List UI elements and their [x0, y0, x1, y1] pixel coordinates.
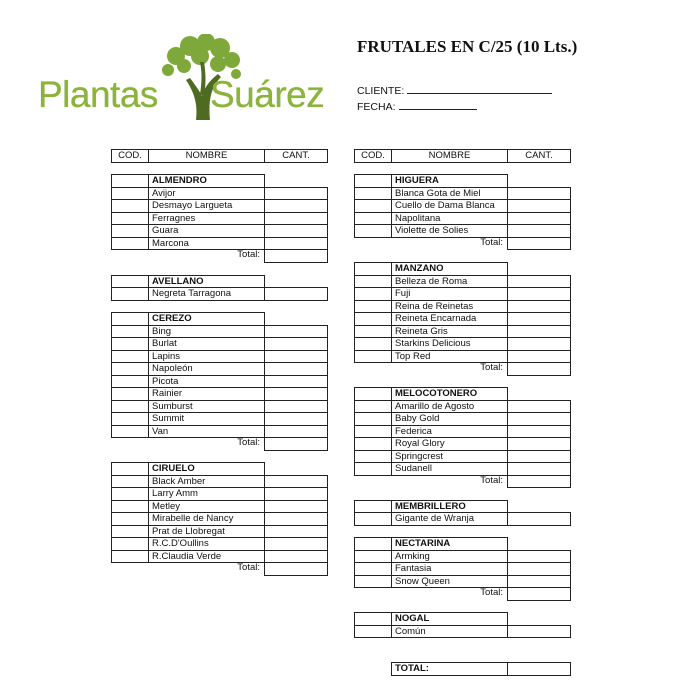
header-cod: COD. — [354, 149, 392, 163]
quantity-cell[interactable] — [264, 325, 328, 339]
code-cell[interactable] — [354, 187, 392, 201]
quantity-cell[interactable] — [507, 212, 571, 226]
logo-wordmark — [38, 74, 325, 116]
product-name: Armking — [391, 550, 508, 564]
code-cell[interactable] — [111, 475, 149, 489]
quantity-cell[interactable] — [264, 525, 328, 539]
company-logo — [38, 34, 328, 124]
group-total-cell[interactable] — [507, 475, 571, 489]
code-cell[interactable] — [354, 550, 392, 564]
header-cant: CANT. — [264, 149, 328, 163]
total-label: Total: — [480, 362, 503, 373]
quantity-cell[interactable] — [507, 325, 571, 339]
quantity-cell[interactable] — [264, 487, 328, 501]
code-cell[interactable] — [354, 462, 392, 476]
total-label: Total: — [237, 249, 260, 260]
group-title-cerezo: CEREZO — [148, 312, 265, 326]
product-name: Desmayo Largueta — [148, 199, 265, 213]
quantity-cell[interactable] — [507, 350, 571, 364]
product-name: Avijor — [148, 187, 265, 201]
code-cell[interactable] — [354, 537, 392, 551]
code-cell[interactable] — [111, 312, 149, 326]
product-name: Top Red — [391, 350, 508, 364]
group-title-ciruelo: CIRUELO — [148, 462, 265, 476]
quantity-cell[interactable] — [507, 450, 571, 464]
total-label: Total: — [237, 562, 260, 573]
code-cell[interactable] — [354, 287, 392, 301]
quantity-cell[interactable] — [507, 437, 571, 451]
code-cell[interactable] — [111, 462, 149, 476]
product-name: Amarillo de Agosto — [391, 400, 508, 414]
code-cell[interactable] — [354, 325, 392, 339]
code-cell[interactable] — [354, 312, 392, 326]
product-name: Ferragnes — [148, 212, 265, 226]
product-name: Sudanell — [391, 462, 508, 476]
code-cell[interactable] — [111, 212, 149, 226]
group-title-nectarina: NECTARINA — [391, 537, 508, 551]
code-cell[interactable] — [111, 487, 149, 501]
total-label: Total: — [480, 474, 503, 486]
fecha-label: FECHA: — [357, 101, 396, 113]
product-name: Fantasia — [391, 562, 508, 576]
code-cell[interactable] — [111, 287, 149, 301]
quantity-cell[interactable] — [507, 512, 571, 526]
product-name: Metley — [148, 500, 265, 514]
product-name: Negreta Tarragona — [148, 287, 265, 301]
logo-word-suarez: Suárez — [210, 74, 325, 115]
product-name: Napolitana — [391, 212, 508, 226]
quantity-cell[interactable] — [507, 625, 571, 639]
quantity-cell[interactable] — [507, 275, 571, 289]
quantity-cell[interactable] — [264, 475, 328, 489]
quantity-cell[interactable] — [507, 575, 571, 589]
header-cod: COD. — [111, 149, 149, 163]
code-cell[interactable] — [354, 212, 392, 226]
quantity-cell[interactable] — [264, 199, 328, 213]
grand-total-label: TOTAL: — [391, 662, 508, 676]
quantity-cell[interactable] — [264, 212, 328, 226]
product-name: Snow Queen — [391, 575, 508, 589]
quantity-cell[interactable] — [507, 412, 571, 426]
code-cell[interactable] — [111, 362, 149, 376]
quantity-cell[interactable] — [264, 362, 328, 376]
code-cell[interactable] — [111, 550, 149, 564]
product-name: Gigante de Wranja — [391, 512, 508, 526]
code-cell[interactable] — [111, 375, 149, 389]
quantity-cell[interactable] — [507, 287, 571, 301]
quantity-cell[interactable] — [264, 187, 328, 201]
product-name: Belleza de Roma — [391, 275, 508, 289]
group-total-cell[interactable] — [264, 562, 328, 576]
product-name: Burlat — [148, 337, 265, 351]
code-cell[interactable] — [354, 224, 392, 238]
product-name: Bing — [148, 325, 265, 339]
code-cell[interactable] — [354, 500, 392, 514]
quantity-cell[interactable] — [507, 550, 571, 564]
product-name: Blanca Gota de Miel — [391, 187, 508, 201]
group-title-manzano: MANZANO — [391, 262, 508, 276]
quantity-cell[interactable] — [264, 224, 328, 238]
page-title: FRUTALES EN C/25 (10 Lts.) — [357, 37, 578, 56]
quantity-cell[interactable] — [507, 337, 571, 351]
code-cell[interactable] — [354, 625, 392, 639]
code-cell[interactable] — [354, 387, 392, 401]
header-nombre: NOMBRE — [148, 149, 265, 163]
header-cant: CANT. — [507, 149, 571, 163]
product-name: Común — [391, 625, 508, 639]
product-name: Napoleón — [148, 362, 265, 376]
quantity-cell[interactable] — [264, 537, 328, 551]
total-label: Total: — [480, 236, 503, 248]
code-cell[interactable] — [354, 400, 392, 414]
product-name: Guara — [148, 224, 265, 238]
product-name: Rainier — [148, 387, 265, 401]
code-cell[interactable] — [354, 512, 392, 526]
code-cell[interactable] — [111, 425, 149, 439]
code-cell[interactable] — [111, 237, 149, 251]
code-cell[interactable] — [354, 450, 392, 464]
code-cell[interactable] — [354, 612, 392, 626]
code-cell[interactable] — [111, 325, 149, 339]
product-name: Lapins — [148, 350, 265, 364]
group-title-avellano: AVELLANO — [148, 275, 265, 289]
quantity-cell[interactable] — [264, 400, 328, 414]
product-name: Baby Gold — [391, 412, 508, 426]
quantity-cell[interactable] — [507, 187, 571, 201]
product-name: Summit — [148, 412, 265, 426]
quantity-cell[interactable] — [264, 412, 328, 426]
code-cell[interactable] — [354, 412, 392, 426]
code-cell[interactable] — [111, 387, 149, 401]
product-name: Cuello de Dama Blanca — [391, 199, 508, 213]
code-cell[interactable] — [354, 337, 392, 351]
quantity-cell[interactable] — [264, 550, 328, 564]
quantity-cell[interactable] — [264, 337, 328, 351]
group-total-cell[interactable] — [264, 437, 328, 451]
code-cell[interactable] — [111, 512, 149, 526]
product-name: Fuji — [391, 287, 508, 301]
code-cell[interactable] — [111, 537, 149, 551]
product-name: Marcona — [148, 237, 265, 251]
group-title-melocotonero: MELOCOTONERO — [391, 387, 508, 401]
product-name: R.Claudia Verde — [148, 550, 265, 564]
group-total-cell[interactable] — [507, 237, 571, 251]
product-name: Black Amber — [148, 475, 265, 489]
product-name: Royal Glory — [391, 437, 508, 451]
group-total-cell[interactable] — [264, 249, 328, 263]
quantity-cell[interactable] — [264, 350, 328, 364]
product-name: Reineta Gris — [391, 325, 508, 339]
quantity-cell[interactable] — [264, 425, 328, 439]
fecha-field[interactable] — [357, 100, 477, 113]
product-name: Springcrest — [391, 450, 508, 464]
product-name: Larry Amm — [148, 487, 265, 501]
code-cell[interactable] — [354, 350, 392, 364]
code-cell[interactable] — [111, 337, 149, 351]
logo-word-plantas: Plantas — [38, 74, 158, 115]
product-name: Reina de Reinetas — [391, 300, 508, 314]
fecha-line[interactable] — [399, 100, 477, 110]
group-title-almendro: ALMENDRO — [148, 174, 265, 188]
code-cell[interactable] — [111, 350, 149, 364]
quantity-cell[interactable] — [264, 387, 328, 401]
group-total-cell[interactable] — [507, 587, 571, 601]
product-name: Sumburst — [148, 400, 265, 414]
product-name: Prat de Llobregat — [148, 525, 265, 539]
code-cell[interactable] — [354, 575, 392, 589]
code-cell[interactable] — [354, 300, 392, 314]
code-cell[interactable] — [111, 412, 149, 426]
product-name: Reineta Encarnada — [391, 312, 508, 326]
code-cell[interactable] — [111, 500, 149, 514]
group-title-nogal: NOGAL — [391, 612, 508, 626]
quantity-cell[interactable] — [507, 312, 571, 326]
quantity-cell[interactable] — [507, 400, 571, 414]
group-title-higuera: HIGUERA — [391, 174, 508, 188]
code-cell[interactable] — [354, 199, 392, 213]
product-name: Mirabelle de Nancy — [148, 512, 265, 526]
code-cell[interactable] — [354, 262, 392, 276]
quantity-cell[interactable] — [507, 199, 571, 213]
quantity-cell[interactable] — [264, 237, 328, 251]
code-cell[interactable] — [354, 275, 392, 289]
group-total-cell[interactable] — [507, 362, 571, 376]
code-cell[interactable] — [111, 525, 149, 539]
product-name: Starkins Delicious — [391, 337, 508, 351]
product-name: Violette de Solies — [391, 224, 508, 238]
code-cell[interactable] — [354, 174, 392, 188]
product-name: Federica — [391, 425, 508, 439]
grand-total-cell[interactable] — [507, 662, 571, 676]
group-title-membrillero: MEMBRILLERO — [391, 500, 508, 514]
quantity-cell[interactable] — [507, 425, 571, 439]
quantity-cell[interactable] — [507, 224, 571, 238]
quantity-cell[interactable] — [507, 300, 571, 314]
code-cell[interactable] — [354, 437, 392, 451]
header-nombre: NOMBRE — [391, 149, 508, 163]
cliente-line[interactable] — [407, 84, 552, 94]
quantity-cell[interactable] — [264, 287, 328, 301]
quantity-cell[interactable] — [264, 375, 328, 389]
product-name: Picota — [148, 375, 265, 389]
cliente-label: CLIENTE: — [357, 85, 405, 97]
code-cell[interactable] — [111, 199, 149, 213]
quantity-cell[interactable] — [507, 462, 571, 476]
quantity-cell[interactable] — [264, 512, 328, 526]
code-cell[interactable] — [111, 224, 149, 238]
code-cell[interactable] — [111, 187, 149, 201]
quantity-cell[interactable] — [507, 562, 571, 576]
code-cell[interactable] — [354, 562, 392, 576]
quantity-cell[interactable] — [264, 500, 328, 514]
code-cell[interactable] — [111, 400, 149, 414]
cliente-field[interactable] — [357, 84, 552, 97]
code-cell[interactable] — [111, 174, 149, 188]
code-cell[interactable] — [354, 425, 392, 439]
product-name: R.C.D'Oullins — [148, 537, 265, 551]
code-cell[interactable] — [111, 275, 149, 289]
product-name: Van — [148, 425, 265, 439]
total-label: Total: — [480, 587, 503, 598]
total-label: Total: — [237, 437, 260, 448]
